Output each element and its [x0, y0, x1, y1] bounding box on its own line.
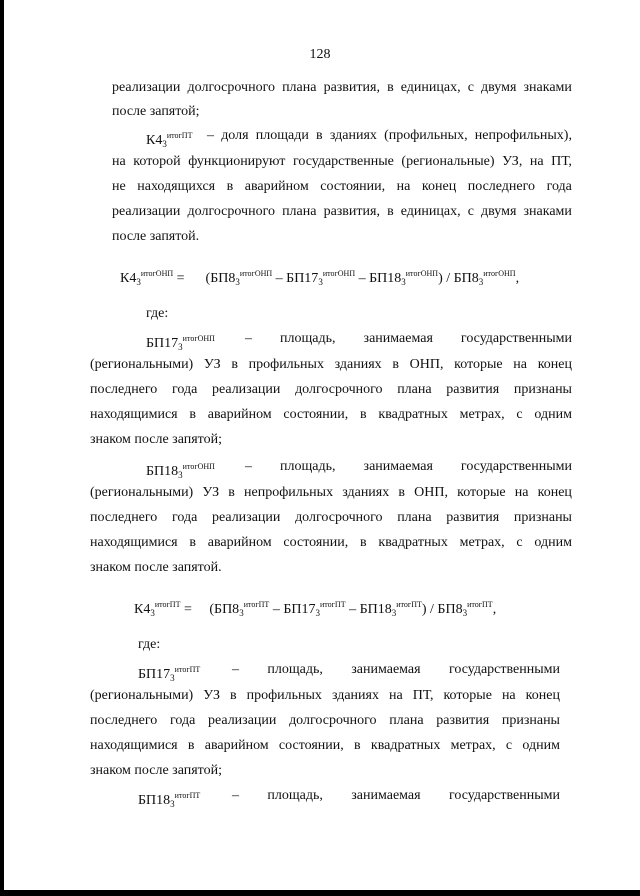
- word: в: [398, 485, 406, 500]
- where-label: где:: [138, 637, 161, 652]
- word: непрофильных: [244, 485, 334, 500]
- word: состоянии,: [278, 738, 344, 753]
- word: последнего: [90, 510, 158, 525]
- word: метрах,: [459, 535, 505, 550]
- word: площадь,: [280, 331, 336, 346]
- word: плана: [389, 713, 424, 728]
- word: квадратных: [378, 407, 448, 422]
- word: знаками: [523, 204, 572, 219]
- text-line: [245, 458, 572, 475]
- word: единицах,: [400, 204, 461, 219]
- word: реализации: [207, 713, 277, 728]
- text-line: [90, 509, 572, 526]
- term-symbol: $К4_3^{итогПТ}$: [146, 131, 193, 149]
- word: зданиях: [331, 688, 379, 703]
- word: профильных: [248, 357, 324, 372]
- term-symbol: $БП18_3^{итогОНП}$: [146, 462, 215, 480]
- word: УЗ: [203, 688, 220, 703]
- word: конец: [537, 357, 572, 372]
- word: с: [516, 407, 523, 422]
- word: с: [516, 535, 523, 550]
- text-line: [90, 687, 560, 704]
- word: долгосрочного: [289, 713, 377, 728]
- word: реализации: [112, 204, 181, 219]
- word: в: [231, 357, 238, 372]
- word: на: [514, 485, 529, 500]
- word: долгосрочного: [187, 80, 275, 95]
- word: на: [501, 688, 516, 703]
- word: с: [467, 80, 474, 95]
- word: (региональными): [90, 688, 194, 703]
- word: аварийном: [244, 179, 309, 194]
- word: занимаемая: [363, 331, 433, 346]
- text-line: после запятой.: [112, 229, 200, 244]
- text-line: [90, 712, 560, 729]
- word: доля: [221, 128, 249, 143]
- word: метрах,: [459, 407, 505, 422]
- text-line: [90, 534, 572, 551]
- word: на: [388, 688, 403, 703]
- word: развития: [436, 713, 490, 728]
- word: (региональными): [90, 485, 194, 500]
- word: на: [396, 179, 411, 194]
- text-line: после запятой;: [112, 104, 200, 119]
- text-line: [245, 330, 572, 347]
- word: аварийном: [204, 738, 269, 753]
- word: признаны: [513, 510, 572, 525]
- word: года: [171, 382, 198, 397]
- word: ОНП,: [409, 357, 444, 372]
- text-line: знаком после запятой;: [90, 432, 222, 447]
- word: УЗ,: [502, 154, 523, 169]
- word: знаками: [523, 80, 572, 95]
- word: развития: [446, 382, 500, 397]
- word: которые: [454, 357, 503, 372]
- word: которые: [443, 688, 492, 703]
- text-line: [112, 79, 572, 96]
- word: площадь,: [280, 459, 336, 474]
- term-symbol: $БП17_3^{итогПТ}$: [138, 665, 201, 683]
- word: ПТ,: [551, 154, 572, 169]
- word: реализации: [211, 510, 281, 525]
- text-line: [90, 356, 572, 373]
- word: года: [169, 713, 196, 728]
- word: квадратных: [370, 738, 441, 753]
- word: конец: [537, 485, 572, 500]
- word: развития,: [323, 204, 380, 219]
- word: занимаемая: [351, 788, 421, 803]
- word: с: [505, 738, 513, 753]
- word: зданиях: [342, 485, 390, 500]
- word: ПТ,: [412, 688, 434, 703]
- word: в: [360, 535, 367, 550]
- word: в: [360, 407, 367, 422]
- word: (региональными): [90, 357, 194, 372]
- text-line: [112, 153, 572, 170]
- word: конец: [525, 688, 560, 703]
- text-line: [232, 787, 560, 804]
- word: в: [387, 80, 394, 95]
- word: последнего: [90, 713, 158, 728]
- word: плана: [397, 510, 432, 525]
- word: в: [189, 535, 196, 550]
- word: реализации: [112, 80, 181, 95]
- text-line: знаком после запятой;: [90, 763, 222, 778]
- word: площади: [255, 128, 309, 143]
- term-symbol: $БП18_3^{итогПТ}$: [138, 791, 201, 809]
- scan-border-bottom: [0, 890, 640, 896]
- word: ОНП,: [414, 485, 448, 500]
- word: находящимися: [90, 535, 178, 550]
- word: в: [189, 407, 196, 422]
- word: квадратных: [378, 535, 448, 550]
- word: на: [529, 154, 544, 169]
- word: в: [187, 738, 195, 753]
- text-line: [112, 203, 572, 220]
- word: развития: [446, 510, 500, 525]
- scan-border-left: [0, 0, 4, 896]
- word: зданиях: [334, 357, 382, 372]
- word: –: [232, 788, 239, 803]
- word: государственные: [292, 154, 394, 169]
- word: года: [171, 510, 198, 525]
- word: двумя: [481, 204, 517, 219]
- word: которой: [133, 154, 181, 169]
- word: на: [513, 357, 528, 372]
- word: метрах,: [450, 738, 496, 753]
- word: долгосрочного: [295, 510, 383, 525]
- word: площадь,: [267, 788, 323, 803]
- word: развития,: [323, 80, 380, 95]
- word: последнего: [90, 382, 158, 397]
- where-label: где:: [146, 306, 169, 321]
- word: зданиях: [329, 128, 377, 143]
- text-line: [90, 381, 572, 398]
- word: УЗ: [203, 357, 221, 372]
- word: плана: [397, 382, 432, 397]
- word: –: [232, 662, 239, 677]
- word: находящихся: [137, 179, 216, 194]
- word: признаны: [513, 382, 572, 397]
- word: долгосрочного: [295, 382, 383, 397]
- term-symbol: $БП17_3^{итогОНП}$: [146, 334, 215, 352]
- word: признаны: [501, 713, 560, 728]
- word: в: [392, 357, 399, 372]
- word: двумя: [481, 80, 517, 95]
- word: одним: [522, 738, 560, 753]
- word: аварийном: [207, 535, 272, 550]
- word: –: [245, 459, 252, 474]
- page-number: 128: [309, 47, 331, 62]
- word: (региональные): [401, 154, 495, 169]
- text-line: [112, 178, 572, 195]
- word: реализации: [211, 382, 281, 397]
- word: состоянии,: [320, 179, 386, 194]
- text-line: [90, 484, 572, 501]
- word: года: [546, 179, 572, 194]
- word: на: [112, 154, 126, 169]
- word: долгосрочного: [187, 204, 275, 219]
- word: плана: [282, 80, 317, 95]
- word: занимаемая: [363, 459, 433, 474]
- word: функционируют: [188, 154, 286, 169]
- word: аварийном: [207, 407, 272, 422]
- formula-k43-pt: $К4_3^{итогПТ}$ = $(БП8_3^{итогПТ} - БП17_3^{итогПТ} - БП18_3^{итогПТ}) / БП8_3^{итогПТ}$,: [134, 600, 497, 618]
- word: непрофильных),: [474, 128, 572, 143]
- word: состоянии,: [283, 407, 349, 422]
- word: состоянии,: [283, 535, 349, 550]
- word: которые: [457, 485, 506, 500]
- word: –: [245, 331, 252, 346]
- word: в: [316, 128, 323, 143]
- word: –: [207, 128, 214, 143]
- word: единицах,: [400, 80, 461, 95]
- word: в: [226, 179, 234, 194]
- text-line: [207, 127, 572, 144]
- word: последнего: [467, 179, 536, 194]
- word: государственными: [448, 662, 560, 677]
- word: плана: [282, 204, 317, 219]
- word: в: [229, 688, 237, 703]
- text-line: [90, 406, 572, 423]
- word: в: [354, 738, 361, 753]
- word: (профильных,: [384, 128, 468, 143]
- word: государственными: [448, 788, 560, 803]
- word: профильных: [246, 688, 322, 703]
- word: находящимися: [90, 738, 178, 753]
- text-line: [232, 661, 560, 678]
- word: в: [387, 204, 394, 219]
- word: одним: [534, 407, 572, 422]
- word: занимаемая: [351, 662, 421, 677]
- formula-k43-onp: $К4_3^{итогОНП}$ = $(БП8_3^{итогОНП} - БП17_3^{итогОНП} - БП18_3^{итогОНП}) / БП8_3^{итогОНП}$,: [120, 269, 520, 287]
- word: государственными: [460, 331, 572, 346]
- word: с: [467, 204, 474, 219]
- text-line: [90, 737, 560, 754]
- word: одним: [534, 535, 572, 550]
- word: не: [112, 179, 126, 194]
- word: площадь,: [267, 662, 323, 677]
- word: конец: [421, 179, 457, 194]
- word: государственными: [460, 459, 572, 474]
- word: УЗ: [202, 485, 220, 500]
- word: находящимися: [90, 407, 178, 422]
- text-line: знаком после запятой.: [90, 560, 222, 575]
- word: в: [228, 485, 235, 500]
